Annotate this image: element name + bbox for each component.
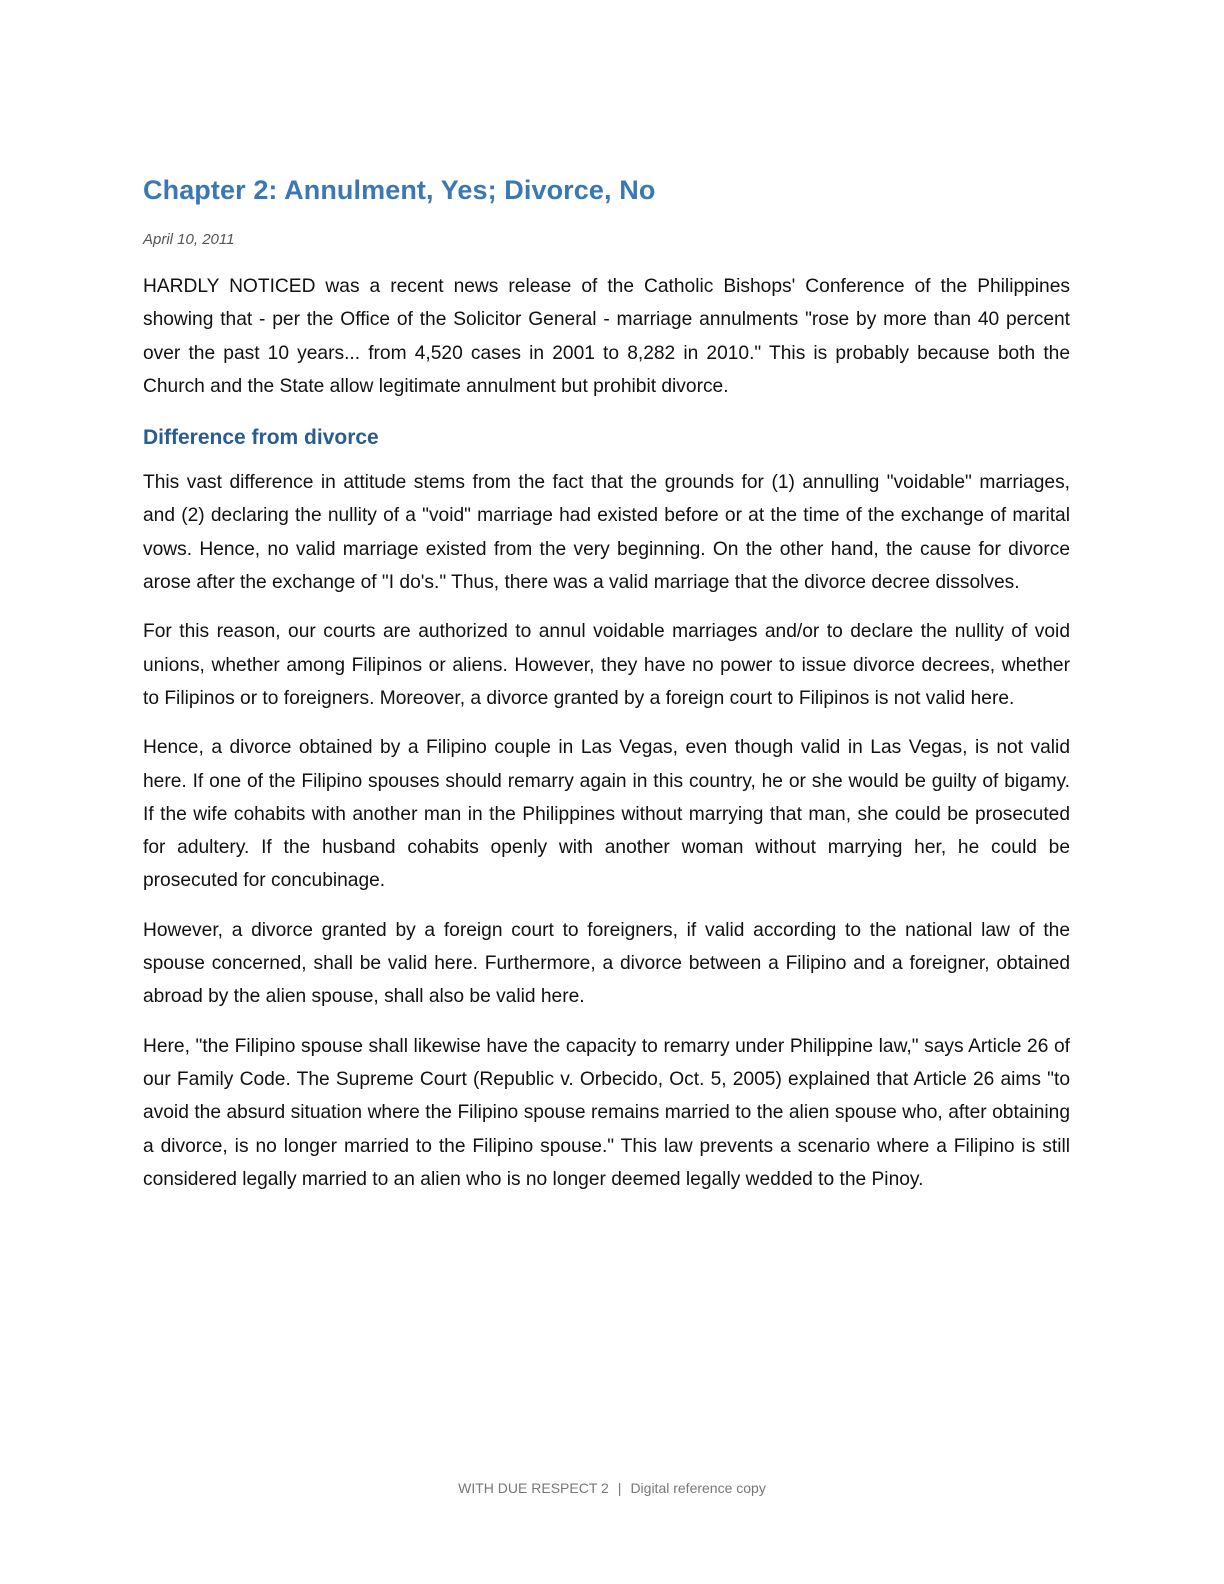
footer-book-label: WITH DUE RESPECT 2	[458, 1480, 609, 1496]
publication-date: April 10, 2011	[143, 231, 235, 248]
body-paragraph-5: Here, "the Filipino spouse shall likewise have the capacity to remarry under Philippine law," says Article 26 of our Family Code. The Supreme Court (Republic v. Orbecido, Oct. 5, 2005) explained that Article 26 aims "to avoid the absurd situation where the Filipino spouse remains married to the alien spouse who, after obtaining a divorce, is no longer married to the Filipino spouse." This law prevents a scenario where a Filipino is still considered legally married to an alien who is no longer deemed legally wedded to the Pinoy.	[143, 1035, 1070, 1190]
body-paragraph-2: For this reason, our courts are authorized to annul voidable marriages and/or to declare the nullity of void unions, whether among Filipinos or aliens. However, they have no power to issue divorce decrees, whether to Filipinos or to foreigners. Moreover, a divorce granted by a foreign court to Filipinos is not valid here.	[143, 621, 1070, 709]
page-footer	[0, 1478, 1224, 1498]
footer-separator: |	[617, 1480, 622, 1496]
chapter-title: Chapter 2: Annulment, Yes; Divorce, No	[143, 175, 656, 205]
intro-paragraph: HARDLY NOTICED was a recent news release of the Catholic Bishops' Conference of the Philippines showing that - per the Office of the Solicitor General - marriage annulments "rose by more than 40 percent over the past 10 years... from 4,520 cases in 2001 to 8,282 in 2010." This is probably because both the Church and the State allow legitimate annulment but prohibit divorce.	[143, 276, 1070, 397]
section-heading: Difference from divorce	[143, 426, 379, 450]
body-paragraph-1: This vast difference in attitude stems from the fact that the grounds for (1) annulling "voidable" marriages, and (2) declaring the nullity of a "void" marriage had existed before or at the time of the exchange of marital vows. Hence, no valid marriage existed from the very beginning. On the other hand, the cause for divorce arose after the exchange of "I do's." Thus, there was a valid marriage that the divorce decree dissolves.	[143, 472, 1070, 594]
footer-note: Digital reference copy	[630, 1480, 766, 1496]
body-paragraph-3: Hence, a divorce obtained by a Filipino couple in Las Vegas, even though valid in Las Vegas, is not valid here. If one of the Filipino spouses should remarry again in this country, he or she would be guilty of bigamy. If the wife cohabits with another man in the Philippines without marrying that man, she could be prosecuted for adultery. If the husband cohabits openly with another woman without marrying her, he could be prosecuted for concubinage.	[143, 737, 1070, 892]
page-content	[143, 168, 1070, 1196]
body-paragraph-4: However, a divorce granted by a foreign court to foreigners, if valid according to the national law of the spouse concerned, shall be valid here. Furthermore, a divorce between a Filipino and a foreigner, obtained abroad by the alien spouse, shall also be valid here.	[143, 919, 1070, 1008]
